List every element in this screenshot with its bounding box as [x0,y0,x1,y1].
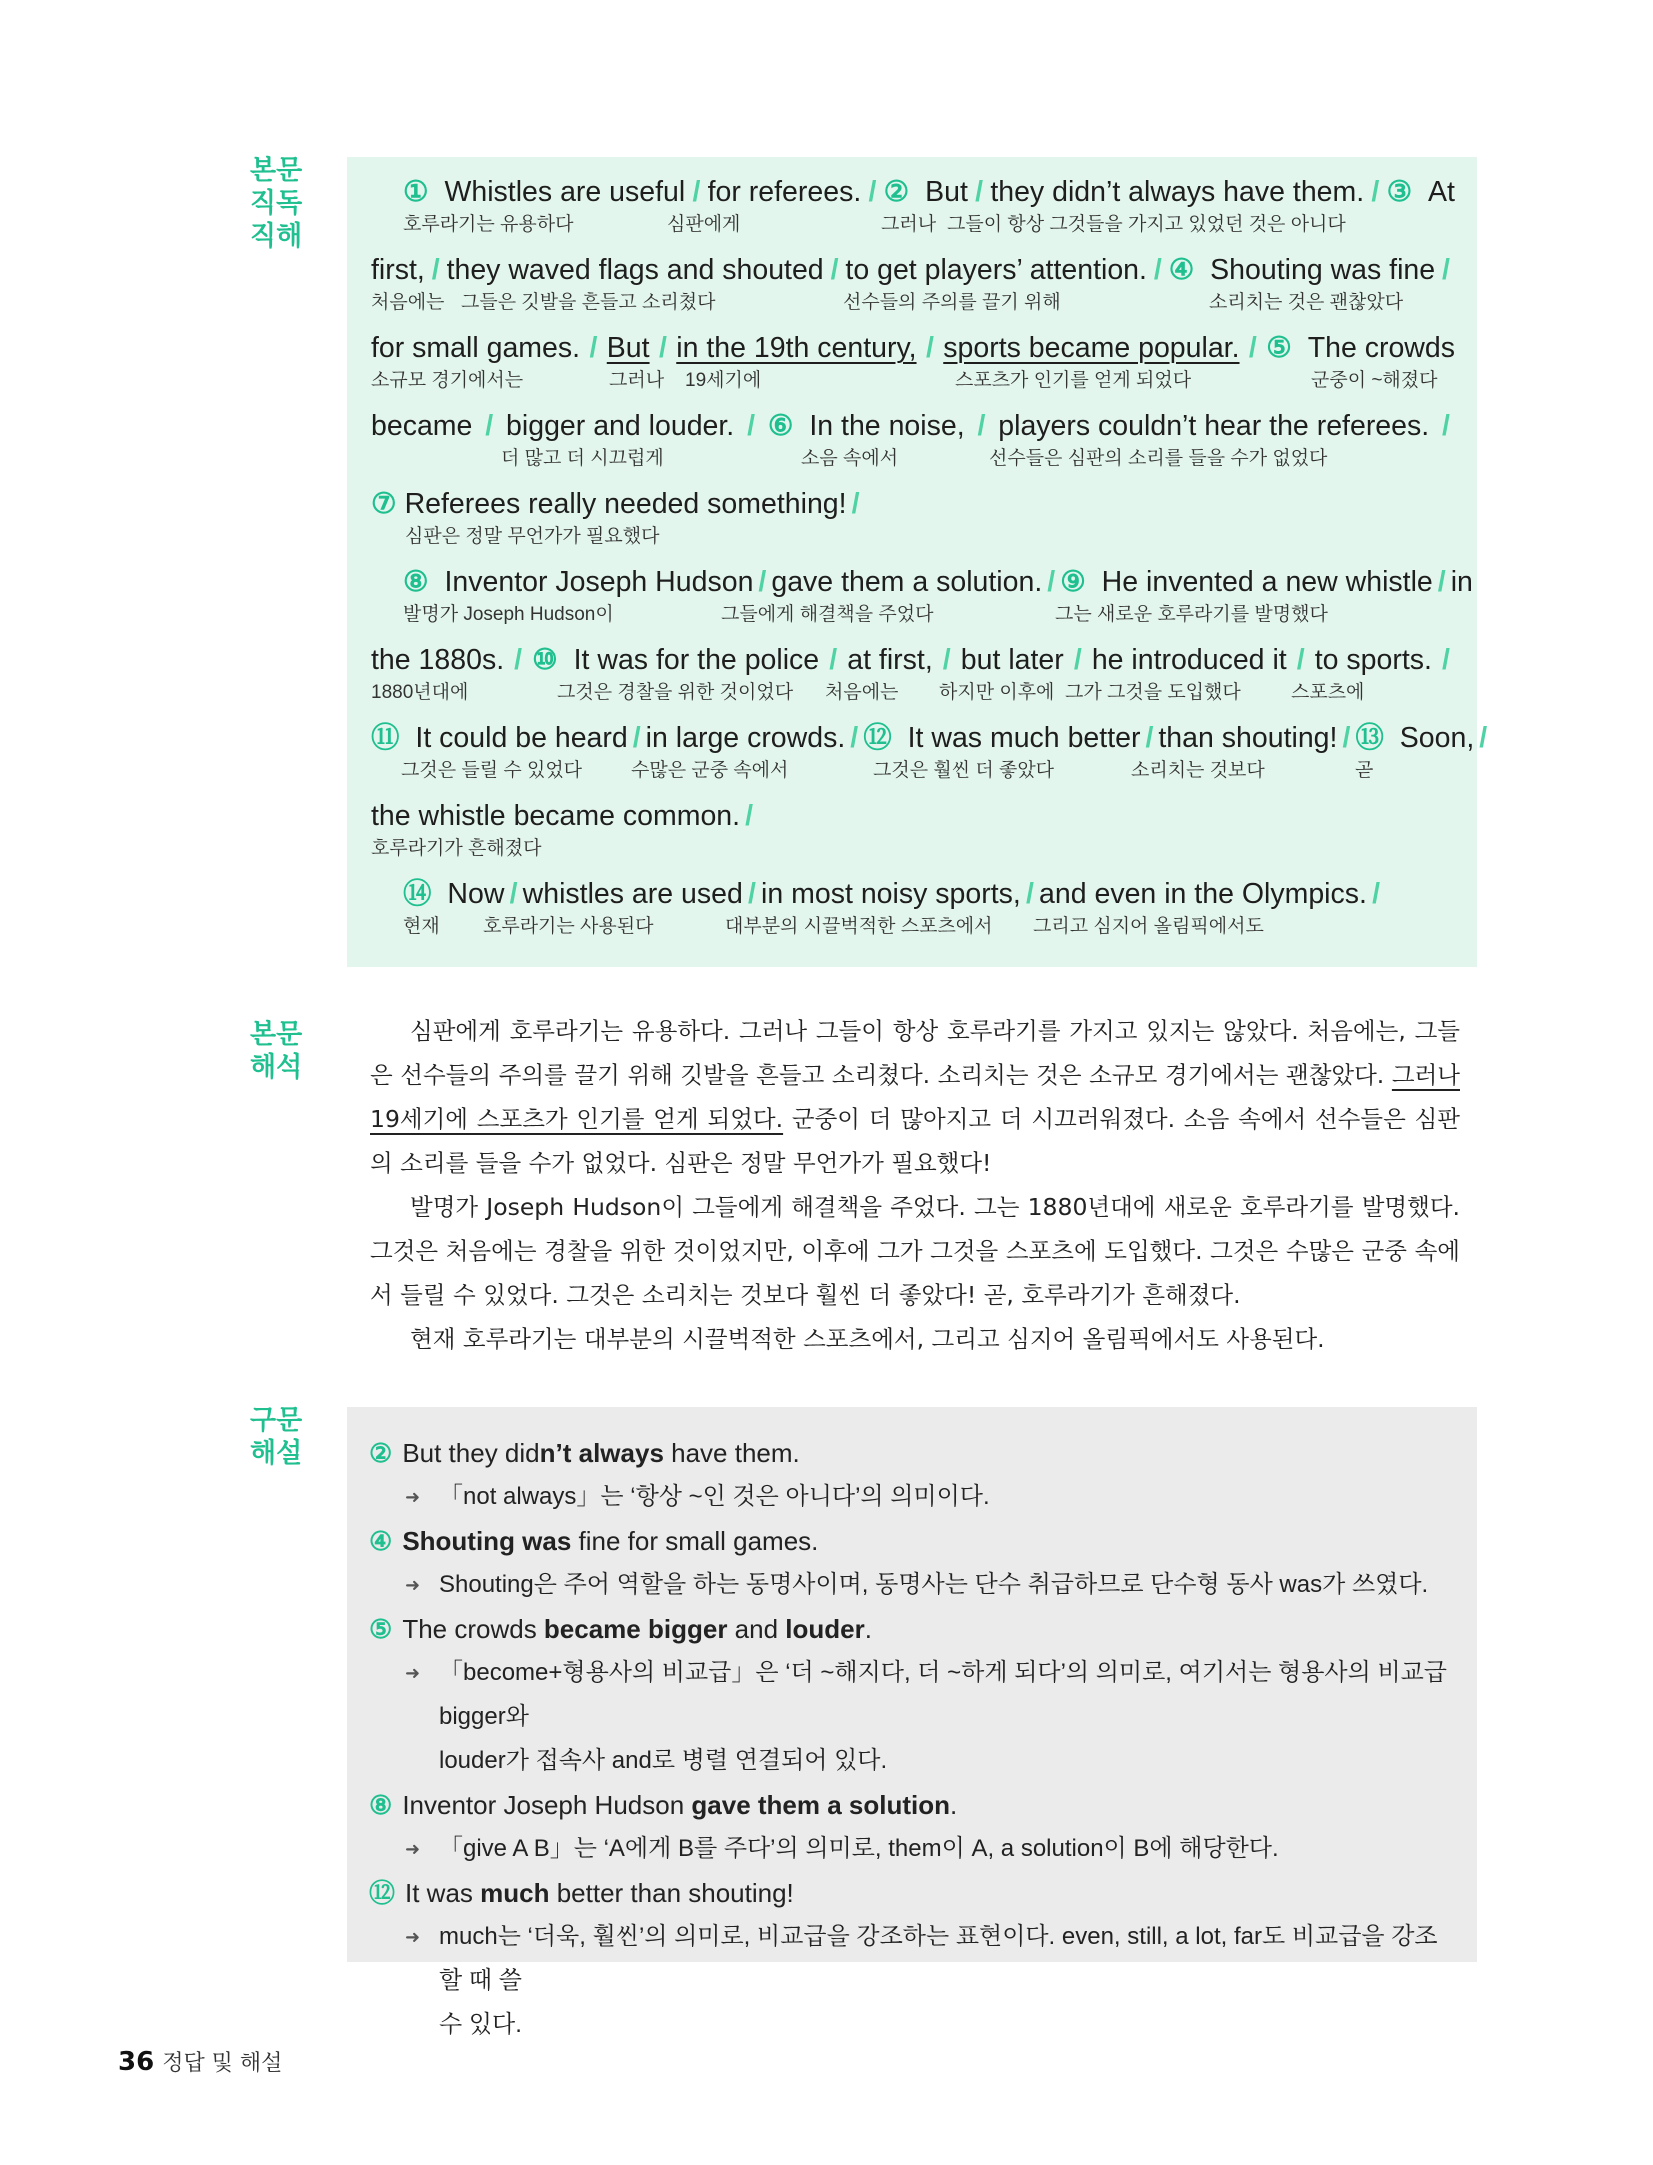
chunk: Shouting was fine [1210,254,1436,286]
chunk: to get players’ attention. [845,254,1147,286]
slash: / [925,332,934,364]
chunk: for small games. [371,332,581,364]
chunk: to sports. [1314,644,1432,676]
gloss: 스포츠에 [1291,682,1365,703]
slash: / [758,566,767,598]
korean-line [371,526,1455,548]
gloss: 19세기에 [685,370,762,391]
reading-line [371,253,1455,311]
gloss: 그들은 깃발을 흔들고 소리쳤다 [461,292,716,313]
english-line [371,409,1455,443]
korean-line [371,838,1455,860]
reading-line [371,643,1455,701]
slash: / [1442,410,1450,442]
sentence-number: ④ [1168,254,1203,286]
note-text: 수 있다. [439,2011,522,2038]
grammar-item [369,1431,1453,1475]
korean-line [403,214,1455,236]
slash: / [1479,722,1488,754]
gloss: 그들에게 해결책을 주었다 [721,604,934,625]
text-run-underlined: 그러나 19세기에 스포츠가 인기를 얻게 되었다. [370,1061,1460,1133]
english-line [371,331,1455,365]
gloss: 그것은 들릴 수 있었다 [401,760,583,781]
label-line: 본문 [250,1019,303,1050]
gloss: 호루라기는 유용하다 [403,214,574,235]
chunk: bigger and louder. [506,410,735,442]
label-line: 직독 [250,188,303,219]
slash: / [1372,878,1380,910]
arrow-icon: ➜ [405,1927,421,1947]
sentence-number: ⑨ [1060,566,1094,598]
arrow-icon: ➜ [405,1487,421,1507]
slash: / [830,254,839,286]
gloss: 소규모 경기에서는 [371,370,524,391]
reading-line [403,565,1473,625]
slash: / [747,878,756,910]
chunk-underlined: in the 19th century, [676,332,917,364]
grammar-item [369,1519,1453,1563]
chunk: became [371,410,473,442]
gloss: 그들이 항상 그것들을 가지고 있었던 것은 아니다 [947,214,1346,235]
gloss: 처음에는 [825,682,899,703]
note-text: much는 ‘더욱, 훨씬’의 의미로, 비교급을 강조하는 표현이다. even, still, a lot, far도 비교급을 강조할 때 쓸 [439,1923,1438,1994]
gloss: 하지만 이후에 [939,682,1055,703]
english-line [403,877,1385,911]
sentence-number: ⑭ [403,878,440,910]
section-label-grammar [250,1404,310,1470]
sentence-number: ⑫ [369,1878,396,1908]
chunk: and even in the Olympics. [1039,878,1367,910]
chunk: Soon, [1399,722,1475,754]
chunk: Whistles are useful [444,176,686,208]
slash: / [509,878,518,910]
text-run-bold: much [480,1878,550,1908]
slash: / [829,644,838,676]
reading-line [371,721,1488,781]
label-line: 구문 [250,1405,303,1436]
korean-line [371,292,1455,314]
gloss: 더 많고 더 시끄럽게 [501,448,664,469]
sentence-number: ② [369,1438,393,1468]
slash: / [658,332,667,364]
english-line [403,175,1455,209]
chunk: It could be heard [415,722,628,754]
translation-paragraph: 발명가 Joseph Hudson이 그들에게 해결책을 주었다. 그는 1880년대에 새로운 호루라기를 발명했다. 그것은 처음에는 경찰을 위한 것이었지만, 이후에 그가 그것을 스포츠에 도입했다. 그것은 수많은 군중 속에서 들릴 수 있었다. 그것은 소리치는 것보다 훨씬 더 좋았다! 곧, 호루라기가 흔해졌다. [370,1193,1460,1309]
chunk: they waved flags and shouted [446,254,824,286]
chunk: for referees. [707,176,862,208]
slash: / [1371,176,1380,208]
grammar-item [369,1607,1453,1651]
reading-line [371,331,1455,389]
chunk: players couldn’t hear the referees. [998,410,1430,442]
gloss: 곧 [1355,760,1374,781]
gloss: 심판에게 [667,214,741,235]
note-text: louder가 접속사 and로 병렬 연결되어 있다. [439,1747,888,1774]
gloss: 호루라기가 흔해졌다 [371,838,542,859]
gloss: 그것은 훨씬 더 좋았다 [873,760,1055,781]
text-run-bold: Shouting was [402,1526,572,1556]
sentence-number: ⑫ [863,722,900,754]
grammar-box [347,1407,1477,2038]
section-label-translation [250,1018,310,1084]
gloss: 심판은 정말 무언가가 필요했다 [405,526,660,547]
text-run: and [727,1614,786,1644]
english-line [371,253,1455,287]
page-number: 36 [118,2047,155,2077]
english-line [371,487,1455,521]
text-run: better than shouting! [549,1878,794,1908]
text-run: 심판에게 호루라기는 유용하다. 그러나 그들이 항상 호루라기를 가지고 있지는 않았다. 처음에는, 그들은 선수들의 주의를 끌기 위해 깃발을 흔들고 소리쳤다. 소리치는 것은 소규모 경기에서는 괜찮았다. [370,1017,1460,1089]
chunk: but later [960,644,1064,676]
text-run: Inventor Joseph Hudson [402,1790,692,1820]
grammar-item [369,1871,1453,1915]
slash: / [942,644,951,676]
gloss: 스포츠가 인기를 얻게 되었다 [955,370,1192,391]
reading-line [371,409,1455,467]
chunk: Referees really needed something! [404,488,847,520]
text-run-bold: became bigger [543,1614,728,1644]
section-label-reading [250,154,310,253]
gloss: 그러나 [609,370,665,391]
slash: / [1248,332,1257,364]
text-run: . [950,1790,958,1820]
slash: / [1296,644,1305,676]
arrow-icon: ➜ [405,1663,421,1683]
korean-line [371,370,1455,392]
reading-box [347,157,1488,967]
chunk: In the noise, [809,410,965,442]
grammar-note [369,1651,1453,1783]
label-line: 해설 [250,1438,303,1469]
slash: / [1073,644,1082,676]
chunk: At [1428,176,1455,208]
slash: / [632,722,641,754]
slash: / [1153,254,1162,286]
chunk: Now [447,878,505,910]
translation-text [370,1009,1460,1361]
sentence-number: ⑧ [369,1790,393,1820]
text-run: fine for small games. [571,1526,819,1556]
chunk: they didn’t always have them. [990,176,1365,208]
chunk: in large crowds. [645,722,846,754]
english-line [371,643,1455,677]
gloss: 그러나 [881,214,937,235]
chunk: The crowds [1307,332,1455,364]
grammar-note [369,1475,1453,1519]
slash: / [589,332,598,364]
chunk: Inventor Joseph Hudson [444,566,754,598]
english-line [371,799,1455,833]
arrow-icon: ➜ [405,1575,421,1595]
gloss: 소리치는 것보다 [1131,760,1265,781]
text-run: 군중이 더 많아지고 더 시끄러워졌다. 소음 속에서 선수들은 심판의 소리를 들을 수가 없었다. 심판은 정말 무언가가 필요했다! [370,1105,1460,1177]
translation-paragraph: 현재 호루라기는 대부분의 시끌벅적한 스포츠에서, 그리고 심지어 올림픽에서도 사용된다. [410,1325,1325,1353]
gloss: 현재 [403,916,440,937]
gloss: 대부분의 시끌벅적한 스포츠에서 [725,916,993,937]
slash: / [485,410,494,442]
chunk: than shouting! [1158,722,1338,754]
slash: / [1437,566,1446,598]
reading-line [403,175,1455,233]
slash: / [745,800,754,832]
chunk: It was much better [907,722,1141,754]
note-text: 「give A B」는 ‘A에게 B를 주다’의 의미로, them이 A, a solution이 B에 해당한다. [439,1835,1279,1862]
chunk: the 1880s. [371,644,505,676]
grammar-note [369,1827,1453,1871]
sentence-number: ⑩ [532,644,566,676]
english-line [403,565,1473,599]
chunk-underlined: sports became popular. [943,332,1240,364]
korean-line [403,916,1385,938]
text-run-bold: gave them a solution [691,1790,950,1820]
text-run: . [864,1614,872,1644]
grammar-note [369,1915,1453,2047]
chunk: in [1450,566,1473,598]
chunk: he introduced it [1091,644,1287,676]
translation-paragraph [370,1009,1460,1185]
gloss: 처음에는 [371,292,445,313]
text-run: The crowds [402,1614,544,1644]
slash: / [1342,722,1351,754]
gloss: 소리치는 것은 괜찮았다 [1209,292,1404,313]
chunk: the whistle became common. [371,800,741,832]
chunk-underlined: But [606,332,650,364]
note-text: Shouting은 주어 역할을 하는 동명사이며, 동명사는 단수 취급하므로 단수형 동사 was가 쓰였다. [439,1571,1429,1598]
chunk: gave them a solution. [771,566,1043,598]
slash: / [1442,254,1450,286]
note-text: 「become+형용사의 비교급」은 ‘더 ~해지다, 더 ~하게 되다’의 의미로, 여기서는 형용사의 비교급 bigger와 [439,1659,1447,1730]
text-run: have them. [663,1438,800,1468]
sentence-number: ⑥ [767,410,802,442]
sentence-number: ⑬ [1355,722,1392,754]
reading-line [371,799,1455,857]
chunk: It was for the police [573,644,820,676]
slash: / [868,176,877,208]
slash: / [747,410,756,442]
text-run-bold: louder [785,1614,865,1644]
gloss: 선수들의 주의를 끌기 위해 [843,292,1061,313]
gloss: 그가 그것을 도입했다 [1065,682,1241,703]
gloss: 호루라기는 사용된다 [483,916,654,937]
arrow-icon: ➜ [405,1839,421,1859]
gloss: 선수들은 심판의 소리를 들을 수가 없었다 [989,448,1328,469]
slash: / [692,176,701,208]
label-line: 본문 [250,155,303,186]
gloss: 소음 속에서 [801,448,899,469]
korean-line [371,760,1455,782]
gloss: 군중이 ~해졌다 [1311,370,1438,391]
text-run: It was [405,1878,481,1908]
chunk: in most noisy sports, [761,878,1021,910]
slash: / [977,410,986,442]
sentence-number: ⑪ [371,722,408,754]
sentence-number: ② [883,176,918,208]
gloss: 그것은 경찰을 위한 것이었다 [557,682,794,703]
chunk: at first, [847,644,933,676]
sentence-number: ③ [1386,176,1421,208]
reading-line [403,877,1385,935]
slash: / [1145,722,1154,754]
korean-line [403,604,1455,626]
chunk: first, [371,254,425,286]
gloss: 발명가 Joseph Hudson이 [403,604,614,625]
text-run: But they did [402,1438,540,1468]
gloss: 그리고 심지어 올림픽에서도 [1033,916,1264,937]
page-footer [118,2046,282,2077]
grammar-item [369,1783,1453,1827]
chunk: whistles are used [522,878,743,910]
footer-title: 정답 및 해설 [162,2051,283,2076]
sentence-number: ⑤ [369,1614,393,1644]
sentence-number: ① [403,176,437,208]
sentence-number: ⑤ [1266,332,1300,364]
gloss: 수많은 군중 속에서 [631,760,789,781]
gloss: 1880년대에 [371,682,469,703]
slash: / [850,722,859,754]
slash: / [514,644,523,676]
grammar-note [369,1563,1453,1607]
slash: / [1047,566,1056,598]
korean-line [371,448,1455,470]
slash: / [1442,644,1450,676]
sentence-number: ⑧ [403,566,437,598]
slash: / [431,254,440,286]
sentence-number: ④ [369,1526,393,1556]
gloss: 그는 새로운 호루라기를 발명했다 [1055,604,1328,625]
reading-line [371,487,1455,545]
chunk: He invented a new whistle [1101,566,1433,598]
slash: / [851,488,860,520]
english-line [371,721,1488,755]
label-line: 해석 [250,1052,303,1083]
note-text: 「not always」는 ‘항상 ~인 것은 아니다’의 의미이다. [439,1483,990,1510]
sentence-number: ⑦ [371,488,397,520]
slash: / [1025,878,1034,910]
korean-line [371,682,1455,704]
chunk: But [925,176,968,208]
text-run-bold: n’t always [539,1438,664,1468]
label-line: 직해 [250,221,303,252]
slash: / [975,176,984,208]
